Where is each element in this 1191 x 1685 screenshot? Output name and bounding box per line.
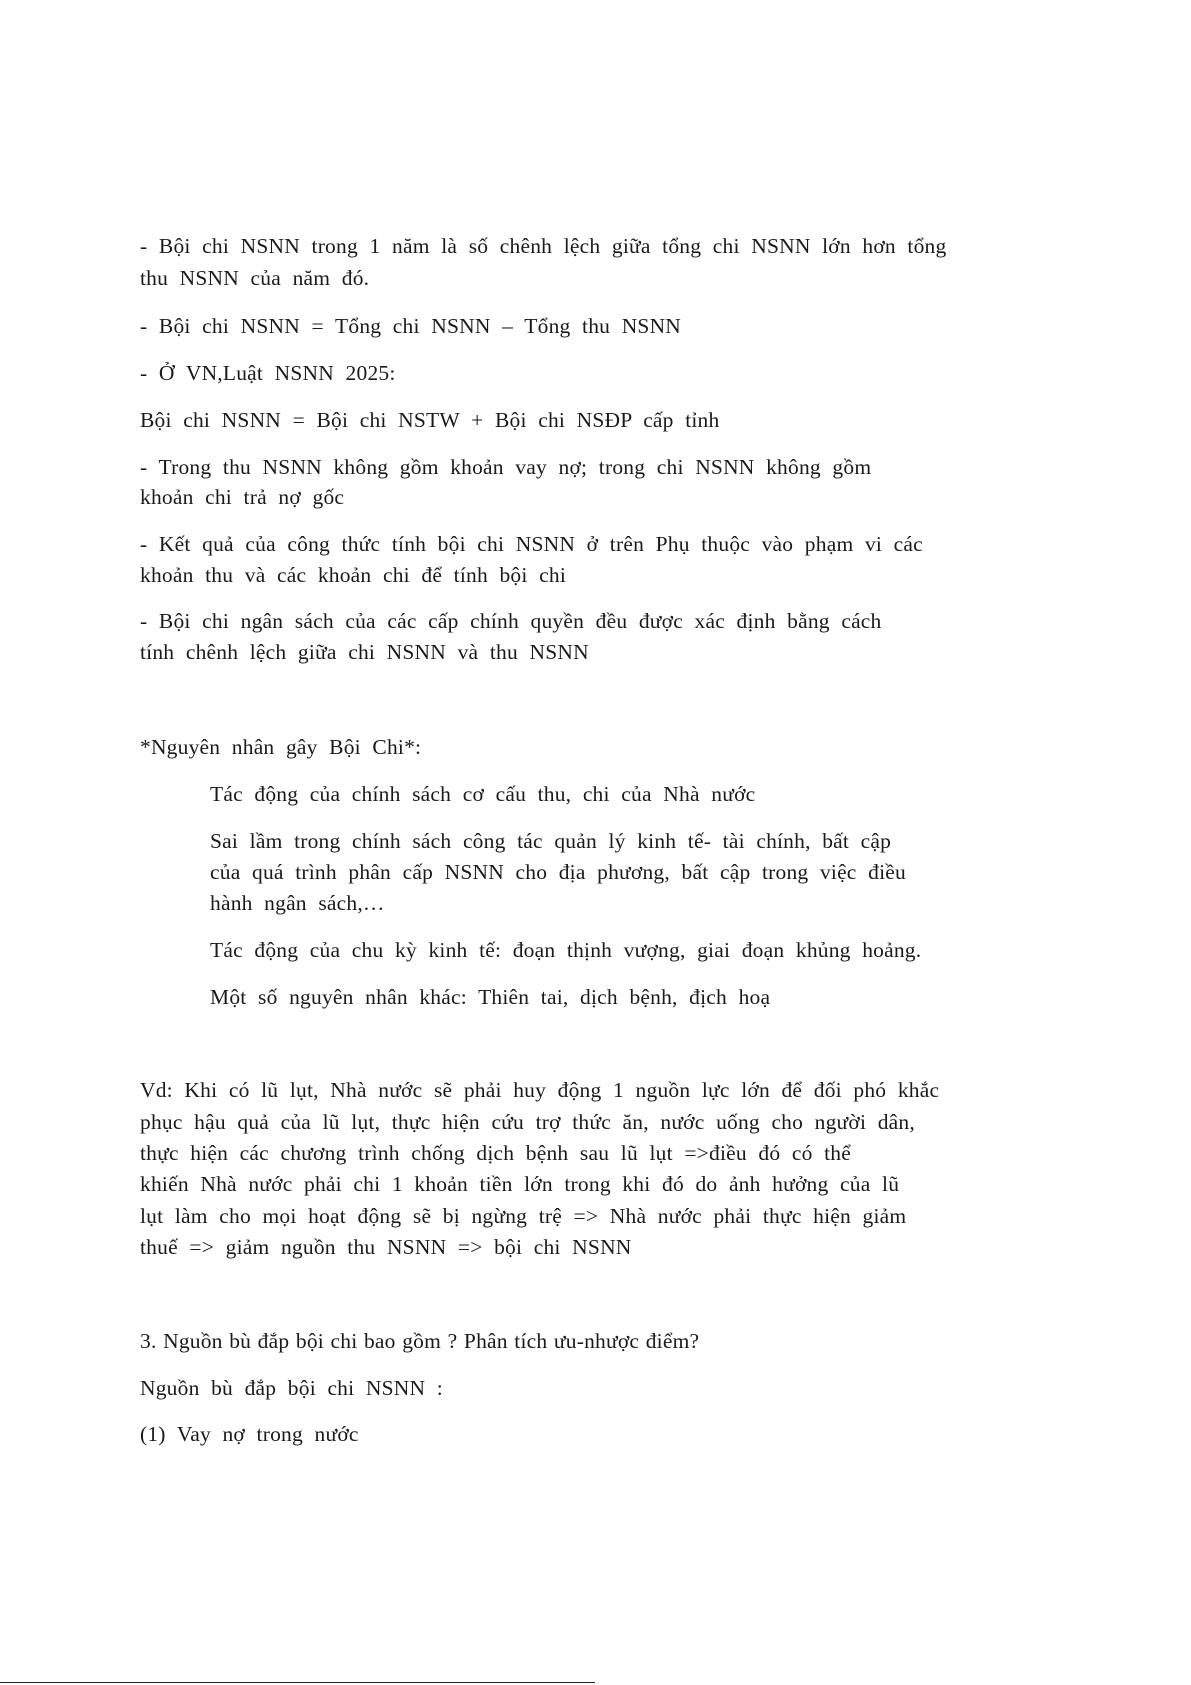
example-line-1: Vd: Khi có lũ lụt, Nhà nước sẽ phải huy động 1 nguồn lực lớn để đối phó khắc: [140, 1078, 940, 1102]
example-line-4: khiến Nhà nước phải chi 1 khoản tiền lớn trong khi đó do ảnh hưởng của lũ: [140, 1172, 900, 1196]
definition-line-2: thu NSNN của năm đó.: [140, 266, 370, 290]
causes-heading: *Nguyên nhân gây Bội Chi*:: [140, 735, 422, 759]
cause-2-line-1: Sai lầm trong chính sách công tác quản lý kinh tế- tài chính, bất cập: [210, 829, 892, 853]
note-2-line-1: - Kết quả của công thức tính bội chi NSNN ở trên Phụ thuộc vào phạm vi các: [140, 532, 923, 556]
cause-3-line-1: Tác động của chu kỳ kinh tế: đoạn thịnh vượng, giai đoạn khủng hoảng.: [210, 938, 922, 962]
definition-line-1: - Bội chi NSNN trong 1 năm là số chênh lệch giữa tổng chi NSNN lớn hơn tổng: [140, 234, 947, 258]
footer-divider: [0, 1682, 595, 1683]
cause-2-line-2: của quá trình phân cấp NSNN cho địa phương, bất cập trong việc điều: [210, 860, 906, 884]
example-line-6: thuế => giảm nguồn thu NSNN => bội chi NSNN: [140, 1235, 632, 1259]
sources-heading: Nguồn bù đắp bội chi NSNN :: [140, 1376, 443, 1400]
note-1-line-2: khoản chi trả nợ gốc: [140, 485, 345, 509]
cause-1-line-1: Tác động của chính sách cơ cấu thu, chi của Nhà nước: [210, 782, 756, 806]
example-line-2: phục hậu quả của lũ lụt, thực hiện cứu trợ thức ăn, nước uống cho người dân,: [140, 1110, 915, 1134]
note-1-line-1: - Trong thu NSNN không gồm khoản vay nợ; trong chi NSNN không gồm: [140, 455, 872, 479]
deficit-formula: - Bội chi NSNN = Tổng chi NSNN – Tổng thu NSNN: [140, 314, 682, 338]
note-2-line-2: khoản thu và các khoản chi để tính bội chi: [140, 563, 566, 587]
note-3-line-1: - Bội chi ngân sách của các cấp chính quyền đều được xác định bằng cách: [140, 609, 882, 633]
cause-4-line-1: Một số nguyên nhân khác: Thiên tai, dịch bệnh, địch hoạ: [210, 985, 771, 1009]
source-1: (1) Vay nợ trong nước: [140, 1422, 359, 1446]
cause-2-line-3: hành ngân sách,…: [210, 891, 385, 915]
question-3-heading: 3. Nguồn bù đắp bội chi bao gồm ? Phân tích ưu-nhược điểm?: [140, 1329, 700, 1353]
vn-law-line: - Ở VN,Luật NSNN 2025:: [140, 361, 396, 385]
note-3-line-2: tính chênh lệch giữa chi NSNN và thu NSNN: [140, 640, 589, 664]
deficit-formula-vn: Bội chi NSNN = Bội chi NSTW + Bội chi NSĐP cấp tỉnh: [140, 408, 720, 432]
example-line-3: thực hiện các chương trình chống dịch bệnh sau lũ lụt =>điều đó có thể: [140, 1141, 851, 1165]
example-line-5: lụt làm cho mọi hoạt động sẽ bị ngừng trệ => Nhà nước phải thực hiện giảm: [140, 1204, 907, 1228]
